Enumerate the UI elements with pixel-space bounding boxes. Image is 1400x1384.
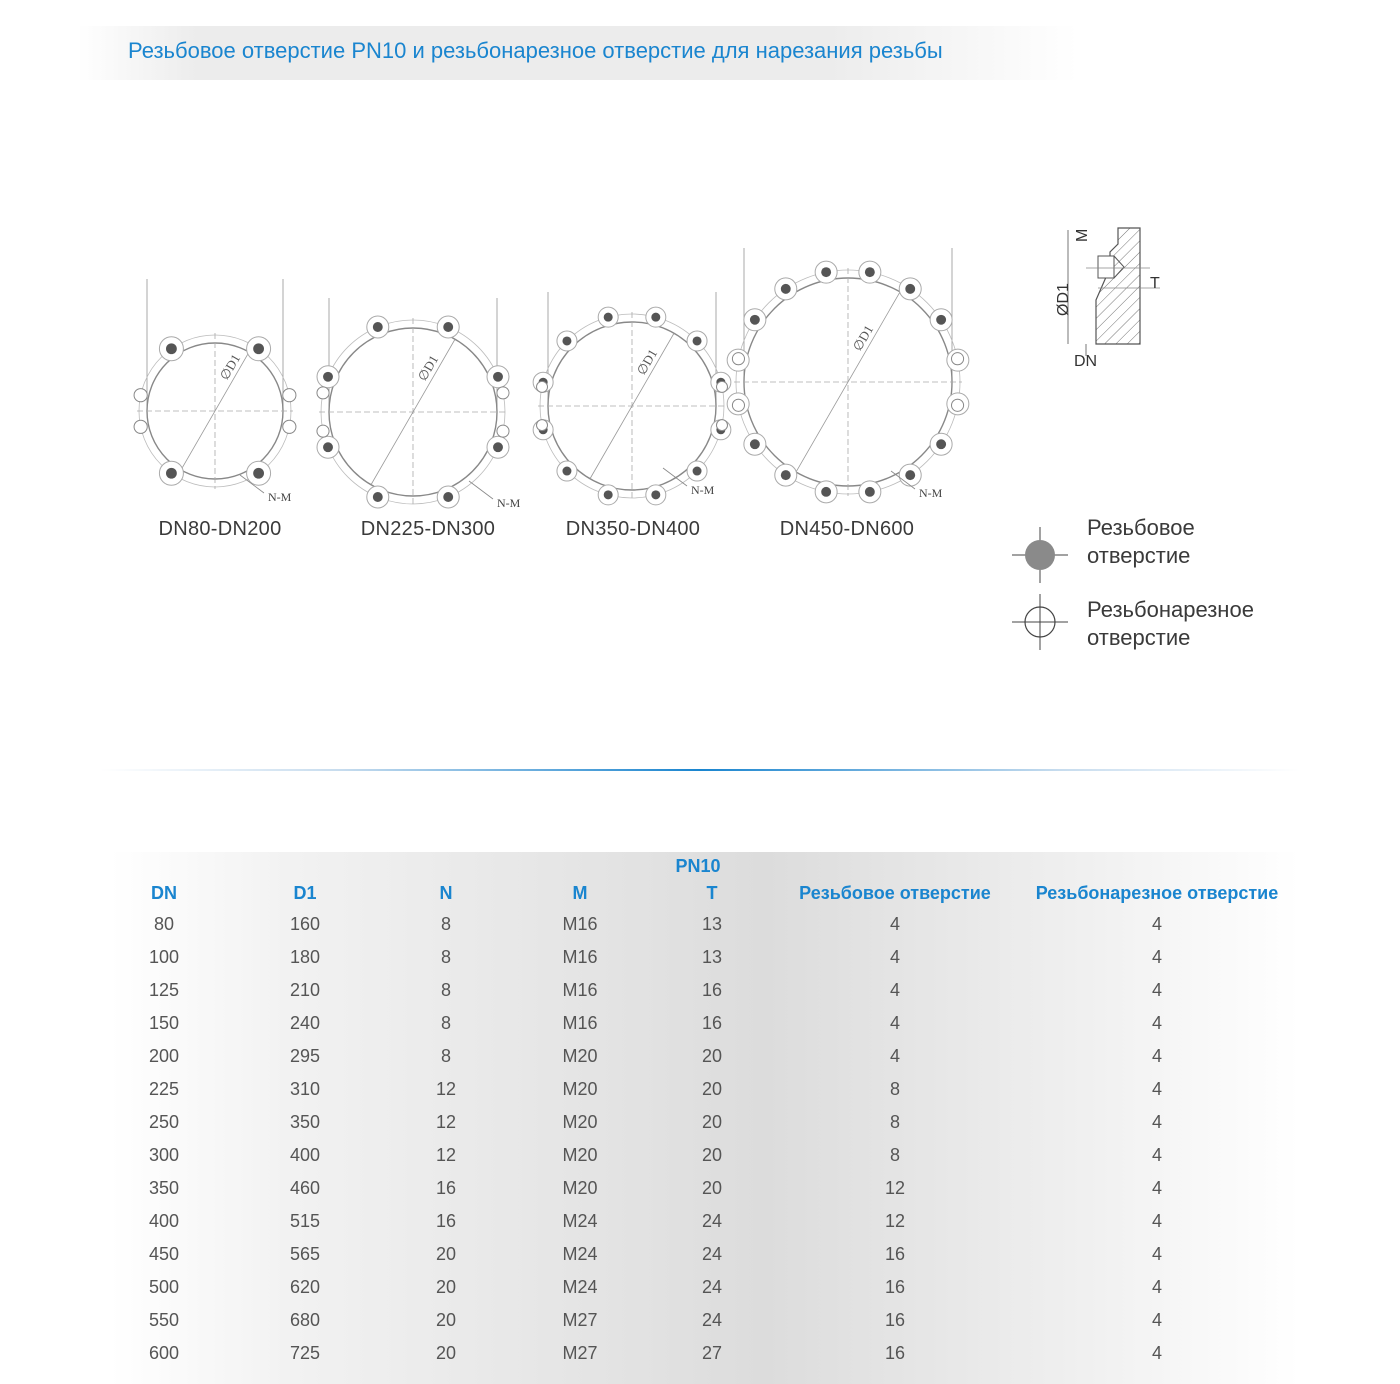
table-cell: 12 [884,1211,906,1231]
table-cell: 4 [1151,1310,1162,1330]
table-cell: 4 [1151,980,1162,1000]
table-cell: M20 [562,1145,598,1165]
table-cell: 80 [153,914,175,934]
threaded-hole [936,315,946,325]
tapped-hole [716,420,727,431]
page-title: Резьбовое отверстие PN10 и резьбонарезное отверстие для нарезания резьбы [128,38,943,63]
threaded-hole [865,487,875,497]
table-cell: 20 [435,1343,457,1363]
table-cell: 400 [289,1145,321,1165]
col-header-threaded: Резьбовое отверстие [799,883,991,903]
table-cell: 4 [889,947,900,967]
table-cell: 4 [1151,1343,1162,1363]
table-row [100,1007,1298,1040]
table-cell: M16 [562,947,598,967]
threaded-hole [166,343,177,354]
table-cell: M20 [562,1178,598,1198]
diagram-caption-2: DN225-DN300 [360,518,496,540]
tapped-hole [732,399,744,411]
t-label: T [1150,275,1160,292]
table-cell: 125 [148,980,180,1000]
table-cell: M16 [562,914,598,934]
legend-symbols [1006,522,1076,654]
table-cell: 12 [884,1178,906,1198]
table-row [100,1139,1298,1172]
flange-diagram-2 [317,298,521,510]
table-cell: 16 [884,1277,906,1297]
table-cell: 16 [435,1178,457,1198]
table-cell: M20 [562,1046,598,1066]
threaded-hole [905,284,915,294]
table-cell: 4 [889,1013,900,1033]
tapped-hole [497,387,509,399]
d1-section-label: ØD1 [1055,283,1072,316]
tapped-hole [716,381,727,392]
tapped-hole [283,389,296,402]
flange-diagram-1 [134,279,296,504]
tapped-hole [952,353,964,365]
table-cell: 350 [289,1112,321,1132]
threaded-hole [651,313,660,322]
threaded-hole [373,492,383,502]
table-cell: 680 [289,1310,321,1330]
col-header-t: T [706,883,718,903]
table-group-header: PN10 [675,856,721,876]
tapped-hole [952,399,964,411]
threaded-hole [323,442,333,452]
table-row [100,908,1298,941]
table-cell: 4 [1151,914,1162,934]
threaded-hole [253,468,264,479]
d1-label: ∅D1 [414,352,442,384]
table-cell: 4 [1151,1178,1162,1198]
d1-label: ∅D1 [633,346,661,378]
table-row [100,1304,1298,1337]
table-cell: M24 [562,1277,598,1297]
table-cell: 4 [1151,1145,1162,1165]
table-cell: 20 [435,1310,457,1330]
tapped-hole [134,389,147,402]
table-cell: 4 [1151,1211,1162,1231]
col-header-m: M [572,883,588,903]
d1-label: ∅D1 [216,351,244,383]
threaded-hole [562,467,571,476]
table-cell: 350 [148,1178,180,1198]
legend-tapped-label: Резьбонарезное отверстие [1087,597,1254,650]
table-cell: 16 [884,1310,906,1330]
nm-label: N-M [497,496,521,510]
table-cell: 4 [889,980,900,1000]
table-header-row [100,852,1298,908]
table-cell: M20 [562,1112,598,1132]
col-header-tapped: Резьбонарезное отверстие [1035,883,1279,903]
table-cell: 160 [289,914,321,934]
table-cell: M27 [562,1343,598,1363]
threaded-hole [821,267,831,277]
section-detail [1055,228,1160,370]
flange-diagram-3 [533,292,731,505]
threaded-hole [323,372,333,382]
table-row [100,1238,1298,1271]
table-row [100,1040,1298,1073]
table-cell: 20 [435,1277,457,1297]
tapped-hole-icon [1012,594,1068,650]
table-cell: 600 [148,1343,180,1363]
threaded-hole [166,468,177,479]
table-cell: 8 [889,1079,900,1099]
threaded-hole [865,267,875,277]
diagram-caption-1: DN80-DN200 [158,518,282,540]
tapped-hole [134,420,147,433]
table-cell: 450 [148,1244,180,1264]
threaded-hole [253,343,264,354]
threaded-hole [493,372,503,382]
table-cell: 8 [889,1112,900,1132]
threaded-hole [750,439,760,449]
table-cell: 20 [435,1244,457,1264]
threaded-hole [604,490,613,499]
threaded-hole [493,442,503,452]
tapped-hole [732,353,744,365]
table-cell: 20 [701,1145,723,1165]
threaded-hole [373,322,383,332]
table-cell: 4 [1151,1277,1162,1297]
table-cell: 16 [884,1343,906,1363]
tapped-hole [537,420,548,431]
nm-label: N-M [691,483,715,497]
threaded-hole [604,313,613,322]
threaded-hole [651,490,660,499]
table-row [100,974,1298,1007]
table-cell: 4 [1151,947,1162,967]
table-cell: 16 [435,1211,457,1231]
table-row [100,1205,1298,1238]
table-cell: 8 [889,1145,900,1165]
table-cell: M24 [562,1244,598,1264]
diagram-caption-4: DN450-DN600 [779,518,915,540]
table-cell: 180 [289,947,321,967]
threaded-hole [443,492,453,502]
table-cell: 16 [884,1244,906,1264]
table-row [100,1271,1298,1304]
table-cell: 100 [148,947,180,967]
table-cell: 12 [435,1079,457,1099]
m-label: M [1074,228,1091,242]
table-cell: 225 [148,1079,180,1099]
legend-threaded-label: Резьбовое отверстие [1087,515,1195,568]
table-cell: 12 [435,1112,457,1132]
threaded-hole [905,470,915,480]
table-cell: 4 [1151,1046,1162,1066]
table-cell: 250 [148,1112,180,1132]
nm-label: N-M [919,486,943,500]
threaded-hole [562,336,571,345]
table-row [100,1337,1298,1370]
table-cell: 8 [440,1046,451,1066]
table-cell: 150 [148,1013,180,1033]
table-cell: 8 [440,980,451,1000]
col-header-dn: DN [151,883,177,903]
table-cell: 16 [701,1013,723,1033]
table-cell: 620 [289,1277,321,1297]
table-cell: M24 [562,1211,598,1231]
tapped-hole [537,381,548,392]
threaded-hole [936,439,946,449]
table-cell: 565 [289,1244,321,1264]
table-cell: 24 [701,1244,723,1264]
table-cell: 4 [1151,1079,1162,1099]
table-cell: 24 [701,1211,723,1231]
table-cell: 400 [148,1211,180,1231]
threaded-hole [443,322,453,332]
table-cell: 12 [435,1145,457,1165]
table-cell: 300 [148,1145,180,1165]
table-cell: M16 [562,1013,598,1033]
table-cell: 4 [1151,1013,1162,1033]
nm-label: N-M [268,490,292,504]
threaded-hole-icon [1012,527,1068,583]
table-cell: M16 [562,980,598,1000]
table-cell: 20 [701,1079,723,1099]
table-cell: 210 [289,980,321,1000]
tapped-hole [317,387,329,399]
table-cell: 4 [1151,1244,1162,1264]
table-cell: 8 [440,914,451,934]
table-cell: 8 [440,947,451,967]
threaded-hole [693,467,702,476]
table-cell: M20 [562,1079,598,1099]
threaded-hole [821,487,831,497]
col-header-n: N [439,883,453,903]
table-cell: 27 [701,1343,723,1363]
table-cell: 460 [289,1178,321,1198]
table-cell: 13 [701,914,723,934]
flange-diagram-4 [727,248,969,503]
threaded-hole [693,336,702,345]
table-cell: 550 [148,1310,180,1330]
dn-label: DN [1074,353,1098,370]
table-row [100,1073,1298,1106]
table-cell: M27 [562,1310,598,1330]
d1-label: ∅D1 [849,322,877,354]
table-cell: 24 [701,1277,723,1297]
tapped-hole [283,420,296,433]
table-cell: 4 [889,1046,900,1066]
table-cell: 500 [148,1277,180,1297]
table-cell: 24 [701,1310,723,1330]
diagram-caption-3: DN350-DN400 [565,518,701,540]
threaded-hole [781,284,791,294]
table-cell: 310 [289,1079,321,1099]
specification-table [100,852,1298,1370]
tapped-hole [497,425,509,437]
table-cell: 4 [889,914,900,934]
table-row [100,1106,1298,1139]
table-row [100,941,1298,974]
table-cell: 20 [701,1046,723,1066]
table-cell: 20 [701,1178,723,1198]
tapped-hole [317,425,329,437]
table-cell: 20 [701,1112,723,1132]
col-header-d1: D1 [293,883,317,903]
table-cell: 515 [289,1211,321,1231]
table-cell: 295 [289,1046,321,1066]
threaded-hole [750,315,760,325]
table-cell: 200 [148,1046,180,1066]
table-cell: 8 [440,1013,451,1033]
table-cell: 725 [289,1343,321,1363]
table-cell: 240 [289,1013,321,1033]
table-cell: 13 [701,947,723,967]
section-divider [100,769,1300,771]
table-row [100,1172,1298,1205]
table-cell: 16 [701,980,723,1000]
table-cell: 4 [1151,1112,1162,1132]
threaded-hole [781,470,791,480]
